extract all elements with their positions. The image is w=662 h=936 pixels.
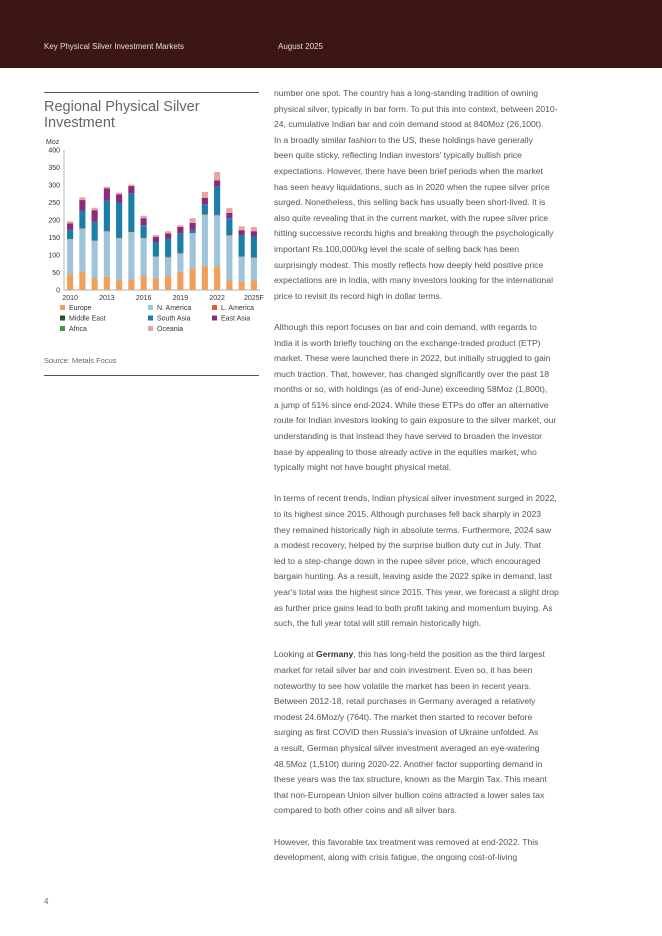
- bar-segment-south-asia: [79, 211, 85, 229]
- text-line: market for retail silver bar and coin investment. Even so, it has been: [274, 664, 533, 675]
- body-text: [274, 86, 614, 881]
- bar-segment-south-asia: [190, 230, 196, 233]
- figure-source: Source: Metals Focus: [44, 356, 117, 365]
- bar-segment-n-america: [141, 238, 147, 276]
- bar-segment-east-asia: [165, 233, 171, 238]
- bar-segment-south-asia: [239, 235, 245, 256]
- bar-segment-n-america: [104, 232, 110, 277]
- text-line: months or so, with holdings (as of end-June) exceeding 58Moz (1,800t),: [274, 384, 548, 395]
- text-line: surging as first COVID then Russia's invasion of Ukraine unfolded. As: [274, 727, 539, 738]
- bar-segment-south-asia: [92, 222, 98, 241]
- legend-swatch: [60, 305, 65, 310]
- page-number: 4: [44, 897, 49, 906]
- bar-segment-n-america: [239, 257, 245, 282]
- text-line: a result, German physical silver investment averaged an eye-watering: [274, 742, 540, 753]
- bar-segment-n-america: [153, 257, 159, 279]
- text-line: In a broadly similar fashion to the US, these holdings have generally: [274, 134, 533, 145]
- bar-segment-europe: [141, 276, 147, 290]
- text-line: base by appealing to those already active in the equities market, who: [274, 446, 537, 457]
- legend-swatch: [148, 305, 153, 310]
- bar-segment-south-asia: [214, 187, 220, 215]
- bar-segment-europe: [116, 280, 122, 290]
- bar-segment-east-asia: [177, 227, 183, 233]
- y-tick-label: 50: [52, 270, 60, 277]
- legend-label: L. America: [221, 305, 255, 312]
- bar-segment-east-asia: [226, 213, 232, 218]
- text-run: Looking at: [274, 649, 317, 660]
- bar-segment-middle-east: [226, 234, 232, 235]
- paragraph-germany: [274, 647, 614, 819]
- bar-segment-europe: [202, 266, 208, 290]
- y-axis-label: Moz: [46, 139, 60, 146]
- bar-segment-europe: [214, 267, 220, 290]
- text-line: a jump of 51% since end-2024. While these ETPs do offer an alternative: [274, 399, 549, 410]
- bar-segment-east-asia: [190, 223, 196, 230]
- text-line: 24, cumulative Indian bar and coin demand stood at 840Moz (26,100t).: [274, 119, 544, 130]
- bar-segment-south-asia: [141, 225, 147, 237]
- y-tick-label: 200: [48, 217, 60, 225]
- text-line: a modest recovery, helped by the surprise bullion duty cut in July. That: [274, 540, 542, 551]
- text-line: surged. Nonetheless, this selling back has usually been short-lived. It is: [274, 197, 546, 208]
- stacked-bar-chart: [30, 135, 265, 345]
- text-line: noteworthy to see how volatile the market has been in recent years.: [274, 680, 531, 691]
- report-title: Key Physical Silver Investment Markets: [44, 42, 185, 51]
- bar-segment-east-asia: [239, 230, 245, 235]
- bar-segment-east-asia: [116, 194, 122, 202]
- text-line: Between 2012-18, retail purchases in Germany averaged a relatively: [274, 696, 536, 707]
- bar-segment-n-america: [79, 229, 85, 272]
- bar-segment-oceania: [116, 193, 122, 195]
- bar-segment-oceania: [67, 221, 73, 223]
- paragraph-india-trends: [274, 491, 614, 631]
- text-line: understanding is that instead they have served to broaden the investor: [274, 431, 543, 442]
- legend-label: Africa: [69, 326, 87, 333]
- bar-segment-south-asia: [153, 242, 159, 256]
- y-tick-label: 400: [48, 147, 60, 155]
- bar-segment-europe: [251, 281, 257, 290]
- text-line: they remained historically high in absolute terms. Furthermore, 2024 saw: [274, 524, 552, 535]
- text-line: much traction. That, however, has changed significantly over the past 18: [274, 368, 549, 379]
- text-line: market. These were launched there in 2022, but initially struggled to gain: [274, 353, 551, 364]
- text-line: expectations. However, there have been brief periods when the market: [274, 165, 543, 176]
- x-tick-label: 2019: [172, 295, 189, 302]
- bar-segment-south-asia: [165, 239, 171, 257]
- text-line: 48.5Moz (1,510t) during 2020-22. Another factor supporting demand in: [274, 758, 543, 769]
- bar-segment-oceania: [104, 187, 110, 189]
- bar-segment-south-asia: [177, 233, 183, 253]
- bar-segment-east-asia: [79, 200, 85, 211]
- bar-segment-n-america: [116, 238, 122, 280]
- text-line: modest 24.6Moz/y (764t). The market then started to recover before: [274, 711, 533, 722]
- bar-segment-east-asia: [128, 186, 134, 193]
- legend-swatch: [60, 326, 65, 331]
- bar-segment-east-asia: [251, 231, 257, 236]
- legend-swatch: [212, 316, 217, 321]
- bar-segment-south-asia: [67, 230, 73, 239]
- bar-segment-n-america: [226, 236, 232, 281]
- bottom-divider: [44, 375, 259, 376]
- legend-swatch: [148, 326, 153, 331]
- bar-segment-oceania: [190, 218, 196, 223]
- bar-segment-oceania: [239, 226, 245, 230]
- text-line: that non-European Union silver bullion coins attracted a lower sales tax: [274, 789, 545, 800]
- paragraph-india-etp: [274, 320, 614, 476]
- header-band: [0, 0, 662, 68]
- bar-segment-n-america: [67, 239, 73, 274]
- report-date: August 2025: [278, 42, 323, 51]
- bar-segment-europe: [239, 282, 245, 290]
- bar-segment-oceania: [226, 208, 232, 213]
- bar-segment-n-america: [190, 233, 196, 268]
- legend-label: Oceania: [157, 326, 184, 333]
- legend-label: Middle East: [69, 315, 106, 323]
- text-line: typically might not have bought physical metal.: [274, 462, 452, 473]
- y-tick-label: 250: [48, 200, 60, 207]
- bar-segment-europe: [67, 274, 73, 290]
- text-line: India it is worth briefly touching on the exchange-traded product (ETP): [274, 337, 541, 348]
- bar-segment-europe: [153, 278, 159, 290]
- bar-segment-europe: [104, 277, 110, 290]
- legend-label: N. America: [157, 305, 192, 312]
- text-line: hitting successive records highs and breaking through the psychologically: [274, 228, 554, 239]
- text-line: been quite sticky, reflecting Indian investors' typically bullish price: [274, 150, 522, 161]
- x-tick-label: 2025F: [243, 295, 264, 302]
- bar-segment-oceania: [214, 172, 220, 180]
- text-line: [274, 647, 614, 663]
- text-line: bargain hunting. As a result, leaving aside the 2022 spike in demand, last: [274, 571, 553, 582]
- bar-segment-europe: [79, 272, 85, 290]
- text-line: However, this favorable tax treatment was removed at end-2022. This: [274, 836, 539, 847]
- text-line: compared to both other coins and all silver bars.: [274, 805, 457, 816]
- paragraph-germany-tax: [274, 835, 614, 866]
- y-tick-label: 350: [48, 165, 60, 172]
- bar-segment-n-america: [202, 215, 208, 266]
- bar-segment-oceania: [79, 197, 85, 200]
- bar-segment-europe: [128, 280, 134, 291]
- bar-segment-south-asia: [116, 203, 122, 238]
- bar-segment-south-asia: [202, 204, 208, 214]
- bar-segment-oceania: [251, 227, 257, 231]
- bar-segment-south-asia: [128, 193, 134, 231]
- bar-segment-oceania: [141, 216, 147, 218]
- bar-segment-l-america: [226, 235, 232, 236]
- top-divider: [44, 92, 259, 93]
- text-line: to its highest since 2015. Although purchases fell back sharply in 2023: [274, 509, 542, 520]
- y-tick-label: 300: [48, 182, 60, 190]
- bar-segment-oceania: [128, 185, 134, 186]
- bar-segment-oceania: [202, 192, 208, 198]
- bar-segment-n-america: [251, 258, 257, 281]
- legend-label: East Asia: [221, 315, 251, 323]
- text-line: led to a step-change down in the rupee silver price, which encouraged: [274, 555, 541, 566]
- text-line: important Rs.100,000/kg level the scale of selling back has been: [274, 243, 520, 254]
- text-line: such, the full year total will still remain historically high.: [274, 618, 482, 629]
- text-line: route for Indian investors looking to gain exposure to the silver market, our: [274, 415, 557, 426]
- bar-segment-oceania: [92, 208, 98, 210]
- legend-label: South Asia: [157, 315, 191, 323]
- legend-swatch: [148, 316, 153, 321]
- bar-segment-south-asia: [104, 201, 110, 231]
- text-line: physical silver, typically in bar form. To put this into context, between 2010-: [274, 103, 558, 114]
- x-tick-label: 2016: [135, 295, 152, 302]
- bar-segment-n-america: [214, 215, 220, 266]
- text-run: , this has long-held the position as the third largest: [353, 649, 545, 660]
- bar-segment-east-asia: [141, 218, 147, 225]
- bar-segment-east-asia: [214, 180, 220, 186]
- bar-segment-east-asia: [202, 198, 208, 204]
- legend-label: Europe: [69, 305, 92, 312]
- bar-segment-east-asia: [104, 189, 110, 201]
- legend-swatch: [212, 305, 217, 310]
- text-line: number one spot. The country has a long-standing tradition of owning: [274, 88, 539, 98]
- bar-segment-south-asia: [226, 218, 232, 234]
- x-tick-label: 2022: [209, 295, 225, 302]
- bar-segment-east-asia: [153, 237, 159, 242]
- text-line: Although this report focuses on bar and coin demand, with regards to: [274, 321, 537, 332]
- bar-segment-europe: [226, 281, 232, 290]
- text-line: has seen heavy liquidations, such as in 2020 when the rupee silver price: [274, 181, 550, 192]
- text-line: surprisingly modest. This mostly reflects how deeply held positive price: [274, 259, 544, 270]
- text-line: as further price gains lead to both profit taking and momentum buying. As: [274, 602, 553, 613]
- bar-segment-europe: [165, 276, 171, 290]
- bar-segment-oceania: [177, 225, 183, 227]
- bar-segment-n-america: [165, 257, 171, 276]
- text-line: also quite revealing that in the current market, with the rupee silver price: [274, 212, 549, 223]
- figure-title: Regional Physical Silver Investment: [44, 99, 200, 131]
- legend-swatch: [60, 316, 65, 321]
- text-line: price to revisit its record high in dollar terms.: [274, 290, 443, 301]
- bar-segment-europe: [177, 272, 183, 290]
- text-line: these years was the tax structure, known as the Margin Tax. This meant: [274, 774, 547, 785]
- y-tick-label: 150: [48, 235, 60, 242]
- bar-segment-europe: [190, 268, 196, 290]
- bar-segment-n-america: [128, 232, 134, 279]
- x-tick-label: 2013: [99, 295, 115, 302]
- y-tick-label: 100: [48, 252, 60, 260]
- bold-keyword: Germany: [316, 649, 354, 660]
- bar-segment-south-asia: [251, 236, 257, 257]
- text-line: year's total was the highest since 2015. This year, we forecast a slight drop: [274, 587, 559, 597]
- bar-segment-europe: [92, 278, 98, 290]
- paragraph-india-holdings: [274, 86, 614, 304]
- bar-segment-n-america: [177, 254, 183, 272]
- bar-segment-oceania: [153, 235, 159, 237]
- text-line: development, along with crisis fatigue, the ongoing cost-of-living: [274, 852, 518, 863]
- y-tick-label: 0: [56, 287, 60, 295]
- text-line: expectations are in India, with many investors looking for the international: [274, 275, 553, 286]
- bar-segment-east-asia: [92, 210, 98, 222]
- bar-segment-n-america: [92, 241, 98, 278]
- text-line: In terms of recent trends, Indian physical silver investment surged in 2022,: [274, 493, 557, 504]
- x-tick-label: 2010: [62, 295, 78, 302]
- bar-segment-east-asia: [67, 224, 73, 230]
- bar-segment-oceania: [165, 231, 171, 233]
